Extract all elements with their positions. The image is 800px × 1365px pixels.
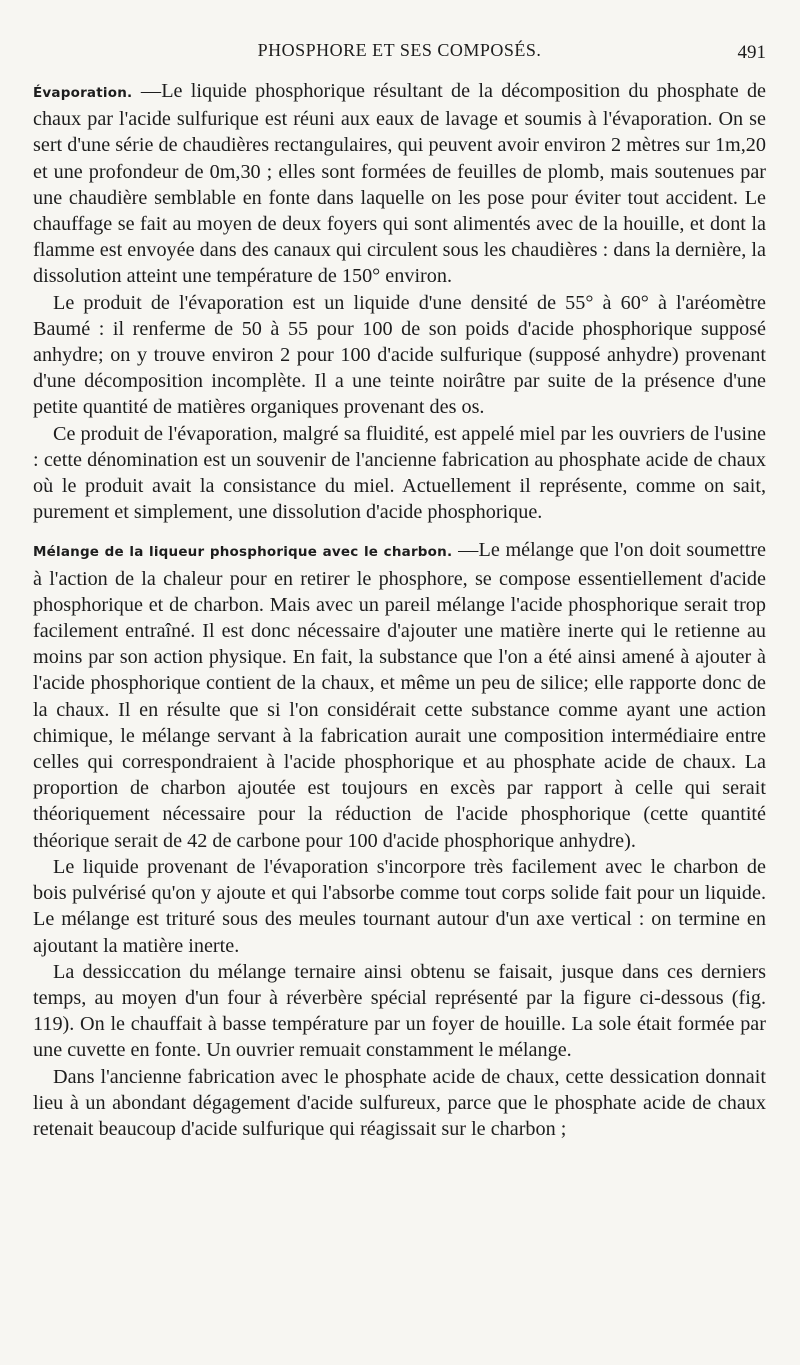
section-heading-evaporation: Évaporation. — — [33, 85, 161, 101]
paragraph: Le liquide provenant de l'évaporation s'incorpore très facilement avec le charbon de bois pulvérisé qu'on y ajoute et qui l'absorbe comme tout corps solide fait pour un liquide. Le mélange est trituré sous des meules tournant autour d'un axe vertical : on termine en ajoutant la matière inerte. — [33, 855, 766, 957]
page-number: 491 — [737, 42, 766, 63]
paragraph: Ce produit de l'évaporation, malgré sa fluidité, est appelé miel par les ouvriers de l'usine : cette dénomination est un souvenir de l'ancienne fabrication au phosphate acide de chaux où le produit avait la consistance du miel. Actuellement il représente, comme on sait, purement et simplement, une dissolution d'acide phosphorique. — [33, 422, 766, 524]
paragraph — [33, 78, 766, 290]
paragraph-text: Le mélange que l'on doit soumettre à l'action de la chaleur pour en retirer le phosphore, se compose essentiellement d'acide phosphorique et de charbon. Mais avec un pareil mélange l'acide phosphorique serait trop facilement entraîné. Il est donc nécessaire d'ajouter une matière inerte qui le retienne au moins par son action physique. En fait, la substance que l'on a été ainsi amené à ajouter à l'acide phosphorique contient de la chaux, et même un peu de silice; elle rapporte donc de la chaux. Il en résulte que si l'on considérait cette substance comme ayant une action chimique, le mélange servant à la fabrication aurait une composition intermédiaire entre celles qui correspondraient à l'acide phosphorique et au phosphate acide de chaux. La proportion de charbon ajoutée est toujours en excès par rapport à celle qui serait théoriquement nécessaire pour la réduction de l'acide phosphorique (cette quantité théorique serait de 42 de carbone pour 100 d'acide phosphorique anhydre). — [33, 539, 766, 852]
paragraph — [33, 537, 766, 853]
paragraph-text: Le liquide phosphorique résultant de la décomposition du phosphate de chaux par l'acide sulfurique est réuni aux eaux de lavage et soumis à l'évaporation. On se sert d'une série de chaudières rectangulaires, qui peuvent avoir environ 2 mètres sur 1m,20 et une profondeur de 0m,30 ; elles sont formées de feuilles de plomb, mais soutenues par une chaudière semblable en fonte dans laquelle on les pose pour éviter tout accident. Le chauffage se fait au moyen de deux foyers qui sont alimentés avec de la houille, et dont la flamme est envoyée dans des canaux qui circulent sous les chaudières : dans la dernière, la dissolution atteint une température de 150° environ. — [33, 80, 766, 288]
paragraph: La dessiccation du mélange ternaire ainsi obtenu se faisait, jusque dans ces derniers temps, au moyen d'un four à réverbère spécial représenté par la figure ci-dessous (fig. 119). On le chauffait à basse température par un foyer de houille. La sole était formée par une cuvette en fonte. Un ouvrier remuait constamment le mélange. — [33, 960, 766, 1062]
section-heading-melange: Mélange de la liqueur phosphorique avec le charbon. — — [33, 544, 479, 560]
page-header — [33, 40, 766, 70]
paragraph: Dans l'ancienne fabrication avec le phosphate acide de chaux, cette dessication donnait lieu à un abondant dégagement d'acide sulfureux, parce que le phosphate acide de chaux retenait beaucoup d'acide sulfurique qui réagissait sur le charbon ; — [33, 1065, 766, 1140]
body-text — [33, 78, 766, 1142]
paragraph: Le produit de l'évaporation est un liquide d'une densité de 55° à 60° à l'aréomètre Baumé : il renferme de 50 à 55 pour 100 de son poids d'acide phosphorique supposé anhydre; on y trouve environ 2 pour 100 d'acide sulfurique (supposé anhydre) provenant d'une décomposition incomplète. Il a une teinte noirâtre par suite de la présence d'une petite quantité de matières organiques provenant des os. — [33, 291, 766, 419]
running-title: PHOSPHORE ET SES COMPOSÉS. — [257, 40, 542, 60]
